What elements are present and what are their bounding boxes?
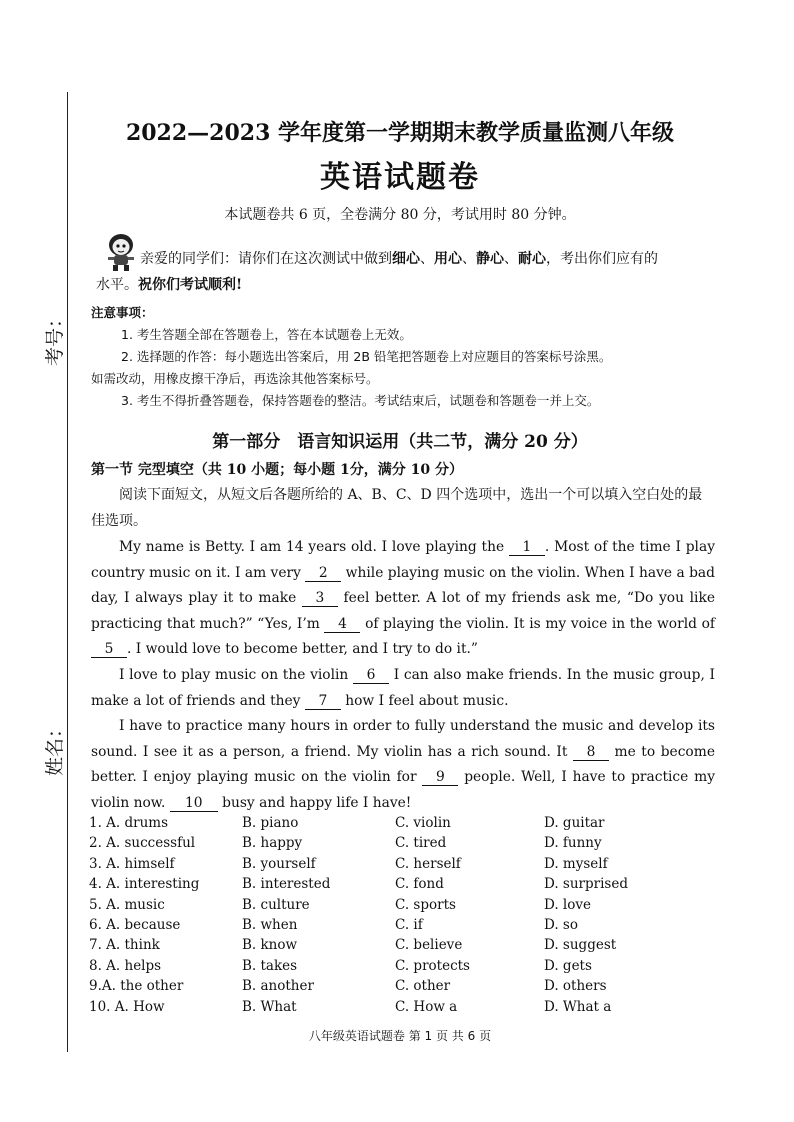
passage-paragraph-1: My name is Betty. I am 14 years old. I love playing the 1 . Most of the time I play country music on it. I am very 2 while playing music on the violin. When I have a bad day, I always play it to make 3 feel better. A lot of my friends ask me, “Do you like practicing that much?” “Yes, I’m 4 of playing the violin. It is my voice in the world of 5 . I would love to become better, and I try to do it.” — [91, 539, 715, 658]
option-row: 10. A. How B. What C. How a D. What a — [89, 998, 612, 1015]
binding-margin-line — [67, 92, 68, 1052]
blank-1: 1 — [509, 539, 545, 556]
option-row: 1. A. drums B. piano C. violin D. guitar — [89, 815, 605, 831]
blank-2: 2 — [305, 565, 341, 582]
notice-item-continued: 如需改动，用橡皮擦干净后，再选涂其他答案标号。 — [91, 371, 379, 386]
option-row: 9.A. the other B. another C. other D. others — [89, 978, 607, 995]
page-footer: 八年级英语试题卷 第 1 页 共 6 页 — [308, 1029, 492, 1043]
notice-item: 1. 考生答题全部在答题卷上，答在本试题卷上无效。 — [121, 327, 412, 342]
blank-4: 4 — [324, 616, 360, 633]
cloze-passage — [91, 535, 715, 817]
exam-info: 本试题卷共 6 页，全卷满分 80 分，考试用时 80 分钟。 — [224, 207, 576, 223]
part-one-title: 第一部分 语言知识运用（共二节，满分 20 分） — [212, 432, 588, 452]
blank-7: 7 — [305, 693, 341, 710]
name-label: 姓名： — [44, 718, 66, 776]
notice-item: 3. 考生不得折叠答题卷，保持答题卷的整洁。考试结束后，试题卷和答题卷一并上交。 — [121, 393, 600, 408]
option-row: 3. A. himself B. yourself C. herself D. myself — [89, 855, 608, 872]
answer-options — [89, 815, 729, 1019]
option-row: 8. A. helps B. takes C. protects D. gets — [89, 957, 592, 974]
blank-5: 5 — [91, 641, 127, 658]
blank-10: 10 — [170, 795, 218, 812]
blank-9: 9 — [422, 769, 458, 786]
exam-title: 2022—2023 学年度第一学期期末教学质量监测八年级 — [125, 120, 675, 146]
blank-6: 6 — [353, 667, 389, 684]
paper-title: 英语试题卷 — [320, 160, 480, 195]
notice-heading: 注意事项： — [91, 305, 154, 320]
option-row: 4. A. interesting B. interested C. fond D. surprised — [89, 876, 628, 893]
passage-paragraph-3: I have to practice many hours in order to fully understand the music and develop its sound. I see it as a person, a friend. My violin has a rich sound. It 8 me to become better. I enjoy playing music on the violin for 9 people. Well, I have to practice my violin now. 10 busy and happy life I have! — [91, 718, 715, 811]
notice-item: 2. 选择题的作答：每小题选出答案后，用 2B 铅笔把答题卷上对应题目的答案标号涂黑。 — [121, 349, 612, 364]
exam-notice — [91, 302, 721, 412]
blank-3: 3 — [302, 590, 338, 607]
exam-number-label: 考号： — [44, 308, 66, 366]
option-row: 7. A. think B. know C. believe D. suggest — [89, 937, 617, 954]
blank-8: 8 — [573, 744, 609, 761]
option-row: 6. A. because B. when C. if D. so — [89, 916, 578, 933]
passage-paragraph-2: I love to play music on the violin 6 I can also make friends. In the music group, I make a lot of friends and they 7 how I feel about music. — [91, 666, 715, 709]
greeting-paragraph: 亲爱的同学们：请你们在这次测试中做到细心、用心、静心、耐心，考出你们应有的 水平。祝你们考试顺利! — [96, 251, 658, 293]
option-row: 5. A. music B. culture C. sports D. love — [89, 896, 591, 913]
option-row: 2. A. successful B. happy C. tired D. funny — [89, 835, 602, 852]
section-one-title: 第一节 完型填空（共 10 小题；每小题 1分，满分 10 分） — [91, 462, 463, 478]
section-instruction: 阅读下面短文，从短文后各题所给的 A、B、C、D 四个选项中，选出一个可以填入空白处的最佳选项。 — [91, 487, 703, 529]
